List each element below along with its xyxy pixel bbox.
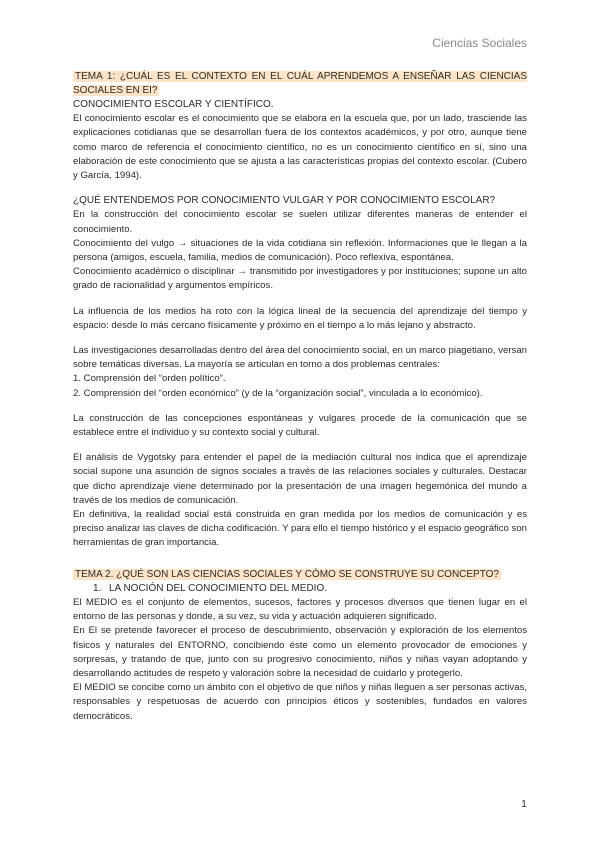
paragraph: La influencia de los medios ha roto con la lógica lineal de la secuencia del aprendizaje del tiempo y espacio: desde lo más cercano físicamente y próximo en el tiempo a lo más lejano y abstracto.: [73, 305, 527, 331]
tema1-title: TEMA 1: ¿CUÁL ES EL CONTEXTO EN EL CUÁL APRENDEMOS A ENSEÑAR LAS CIENCIAS SOCIALES EN EI?: [73, 71, 527, 96]
page-content: [73, 70, 527, 724]
heading-conocimiento-vulgar: ¿QUÉ ENTENDEMOS POR CONOCIMIENTO VULGAR Y POR CONOCIMIENTO ESCOLAR?: [73, 195, 496, 207]
paragraph: Conocimiento académico o disciplinar → transmitido por investigadores y por instituciones; supone un alto grado de racionalidad y argumentos empíricos.: [73, 266, 527, 292]
page-number: 1: [521, 798, 527, 810]
section-heading: 1. LA NOCIÓN DEL CONOCIMIENTO DEL MEDIO.: [93, 582, 327, 594]
paragraph: El análisis de Vygotsky para entender el papel de la mediación cultural nos indica que el aprendizaje social supone una asunción de signos sociales a través de las relaciones sociales y culturales. Destacar que dicho aprendizaje viene determinado por la presentación de una imagen hegemónica del mundo a través de los medios de comunicación.: [73, 452, 527, 506]
paragraph: El conocimiento escolar es el conocimiento que se elabora en la escuela que, por un lado, trasciende las explicaciones cotidianas que se desarrollan fuera de los contextos académicos, y por otro, aunque tiene como marco de referencia el conocimiento científico, no es un conocimiento científico en sí, sino una elaboración de este conocimiento que se ajusta a las características propias del contexto escolar. (Cubero y García, 1994).: [73, 113, 527, 182]
paragraph: Las investigaciones desarrolladas dentro del área del conocimiento social, en un marco piagetiano, versan sobre temáticas diversas. La mayoría se articulan en torno a dos problemas centrales:: [73, 345, 527, 371]
tema2-title: TEMA 2. ¿QUÉ SON LAS CIENCIAS SOCIALES Y CÓMO SE CONSTRUYE SU CONCEPTO?: [75, 568, 499, 580]
header-subject: Ciencias Sociales: [432, 36, 527, 50]
paragraph: En definitiva, la realidad social está construida en gran medida por los medios de comunicación y es preciso analizar las claves de dicha codificación. Y para ello el tiempo histórico y el espacio geográfico son herramientas de gran importancia.: [73, 509, 527, 549]
paragraph: La construcción de las concepciones espontáneas y vulgares procede de la comunicación que se establece entre el individuo y su contexto social y cultural.: [73, 412, 527, 439]
list-item: 2. Comprensión del “orden económico” (y de la “organización social”, vinculada a lo económico).: [73, 387, 483, 399]
paragraph: En la construcción del conocimiento escolar se suelen utilizar diferentes maneras de entender el conocimiento.: [73, 209, 527, 235]
paragraph: Conocimiento del vulgo → situaciones de la vida cotidiana sin reflexión. Informaciones que le llegan a la persona (amigos, escuela, familia, medios de comunicación). Poco reflexiva, espontánea.: [73, 237, 527, 264]
paragraph: En El se pretende favorecer el proceso de descubrimiento, observación y exploración de los elementos físicos y naturales del ENTORNO, concibiendo éste como un elemento provocador de emociones y sorpresas, y tratando de que, junto con su progresivo conocimiento, niños y niñas vayan adoptando y desarrollando actitudes de respeto y valoración sobre la necesidad de cuidarlo y protegerlo.: [73, 625, 527, 679]
list-item: 1. Comprensión del “orden político”.: [73, 373, 226, 385]
heading-conocimiento-escolar: CONOCIMIENTO ESCOLAR Y CIENTÍFICO.: [73, 99, 274, 110]
paragraph: El MEDIO se concibe como un ámbito con el objetivo de que niños y niñas lleguen a ser personas activas, responsables y respetuosas de acuerdo con principios éticos y sostenibles, fundados en valores democráticos.: [73, 682, 527, 722]
paragraph: El MEDIO es el conjunto de elementos, sucesos, factores y procesos diversos que tienen lugar en el entorno de las personas y donde, a su vez, su vida y actuación adquieren significado.: [73, 596, 527, 623]
